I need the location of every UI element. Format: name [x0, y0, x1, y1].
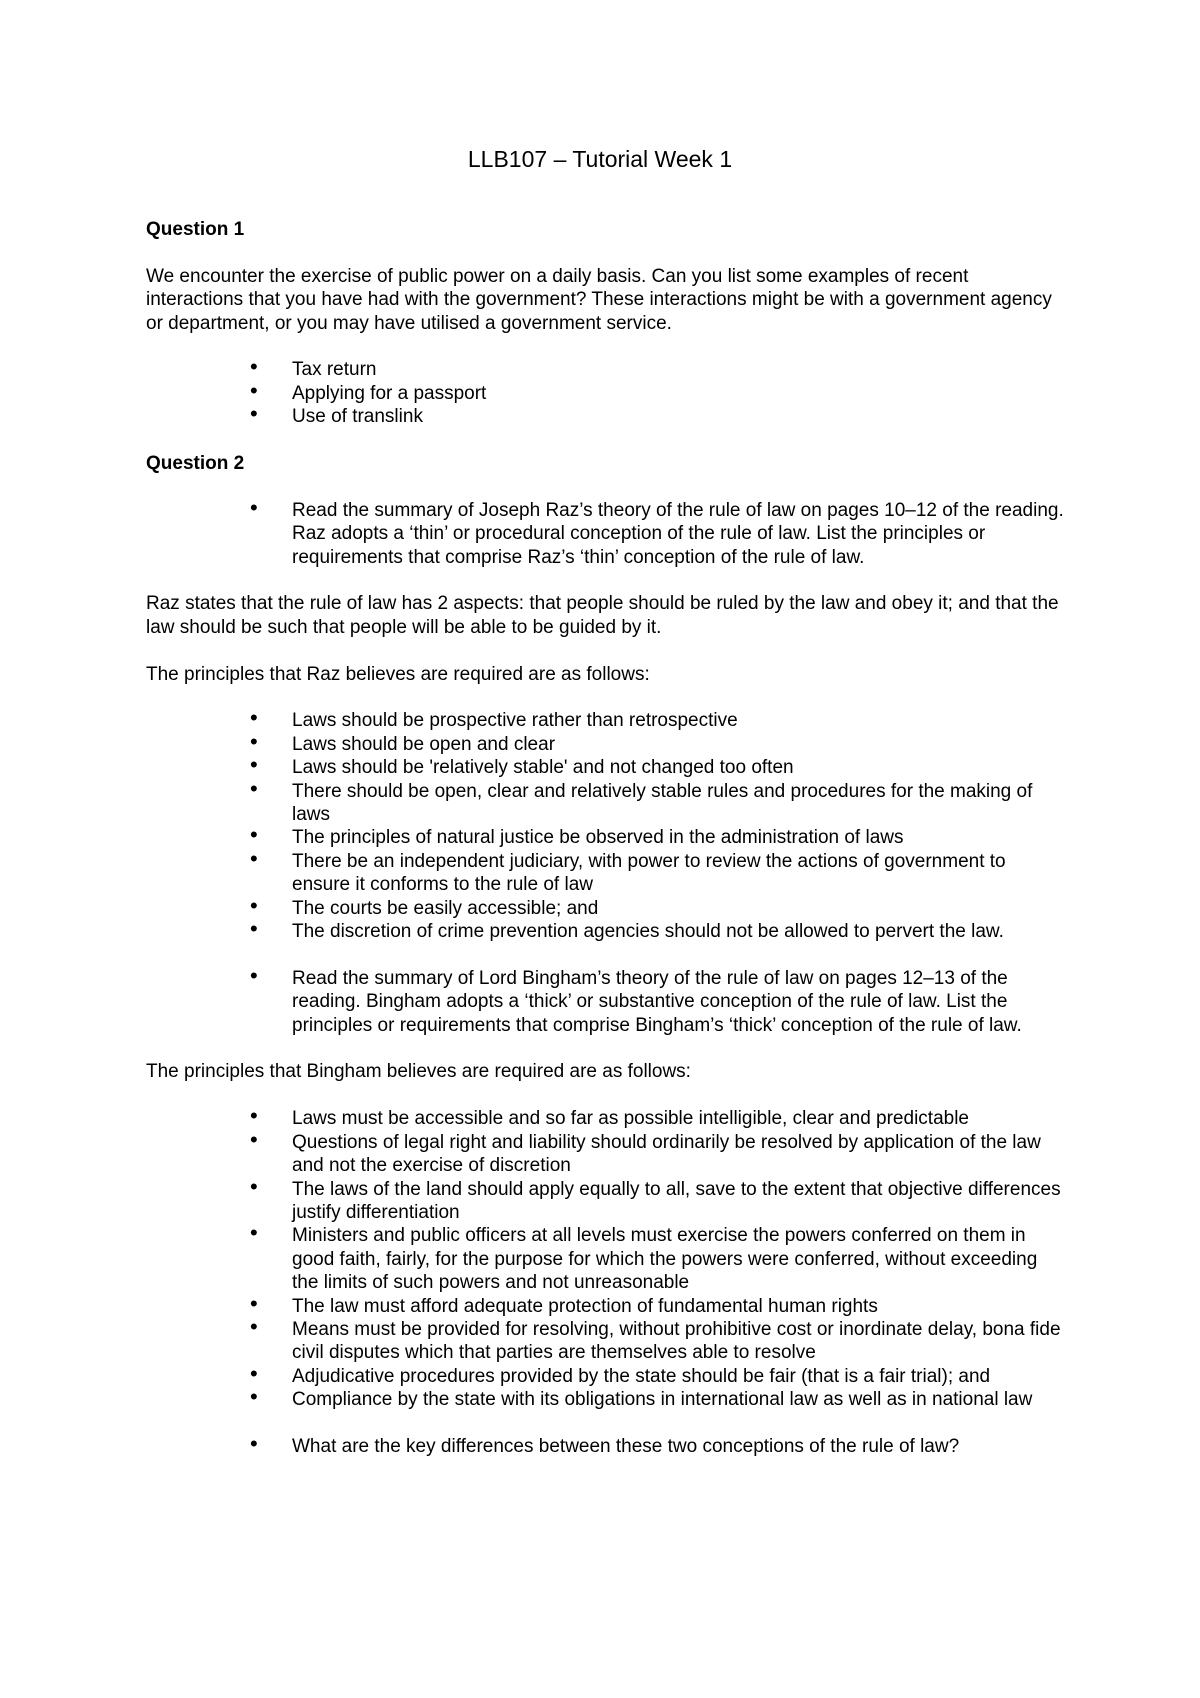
raz-principles-list	[146, 709, 1066, 943]
bingham-intro: The principles that Bingham believes are required are as follows:	[146, 1061, 691, 1083]
question-1-prompt: We encounter the exercise of public power on a daily basis. Can you list some examples of recent interactions that you have had with the government? These interactions might be with a government agency or department, or you may have utilised a government service.	[146, 265, 1052, 334]
bingham-task: • Read the summary of Lord Bingham’s theory of the rule of law on pages 12–13 of the reading. Bingham adopts a ‘thick’ or substantive conception of the rule of law. List the principles or requirements that comprise Bingham’s ‘thick’ conception of the rule of law.	[292, 967, 1066, 1037]
list-item: • Adjudicative procedures provided by the state should be fair (that is a fair trial); and	[292, 1365, 1066, 1388]
list-item: • Tax return	[292, 358, 1066, 381]
list-item: • Laws must be accessible and so far as possible intelligible, clear and predictable	[292, 1107, 1066, 1130]
question-1-heading: Question 1	[146, 219, 245, 240]
question-1-answer-list	[146, 358, 1066, 428]
bingham-principles-list	[146, 1107, 1066, 1411]
list-item: • The principles of natural justice be observed in the administration of laws	[292, 826, 1066, 849]
list-item: • There should be open, clear and relatively stable rules and procedures for the making of laws	[292, 780, 1066, 827]
raz-task: • Read the summary of Joseph Raz’s theory of the rule of law on pages 10–12 of the reading. Raz adopts a ‘thin’ or procedural conception of the rule of law. List the principles or requirements that comprise Raz’s ‘thin’ conception of the rule of law.	[292, 499, 1066, 569]
list-item: • The laws of the land should apply equally to all, save to the extent that objective differences justify differentiation	[292, 1178, 1066, 1225]
list-item: • Laws should be 'relatively stable' and not changed too often	[292, 756, 1066, 779]
list-item: • The courts be easily accessible; and	[292, 897, 1066, 920]
list-item: • Laws should be prospective rather than retrospective	[292, 709, 1066, 732]
question-2-heading: Question 2	[146, 453, 245, 475]
list-item: • Compliance by the state with its obligations in international law as well as in national law	[292, 1388, 1066, 1411]
raz-task-list	[146, 499, 1066, 569]
final-task-list	[146, 1435, 1066, 1458]
list-item: • There be an independent judiciary, with power to review the actions of government to ensure it conforms to the rule of law	[292, 850, 1066, 897]
final-task: • What are the key differences between these two conceptions of the rule of law?	[292, 1435, 1066, 1458]
list-item: • Laws should be open and clear	[292, 733, 1066, 756]
bingham-task-list	[146, 967, 1066, 1037]
list-item: • Questions of legal right and liability should ordinarily be resolved by application of the law and not the exercise of discretion	[292, 1131, 1066, 1178]
list-item: • Means must be provided for resolving, without prohibitive cost or inordinate delay, bona fide civil disputes which that parties are themselves able to resolve	[292, 1318, 1066, 1365]
list-item: • Ministers and public officers at all levels must exercise the powers conferred on them in good faith, fairly, for the purpose for which the powers were conferred, without exceeding the limits of such powers and not unreasonable	[292, 1224, 1066, 1294]
list-item: • The law must afford adequate protection of fundamental human rights	[292, 1295, 1066, 1318]
raz-intro: The principles that Raz believes are required are as follows:	[146, 663, 650, 685]
list-item: • The discretion of crime prevention agencies should not be allowed to pervert the law.	[292, 920, 1066, 943]
raz-aspects: Raz states that the rule of law has 2 aspects: that people should be ruled by the law and obey it; and that the law should be such that people will be able to be guided by it.	[146, 593, 1059, 638]
list-item: • Use of translink	[292, 405, 1066, 428]
document-body	[146, 218, 1066, 1458]
list-item: • Applying for a passport	[292, 382, 1066, 405]
page-title: LLB107 – Tutorial Week 1	[467, 146, 733, 172]
